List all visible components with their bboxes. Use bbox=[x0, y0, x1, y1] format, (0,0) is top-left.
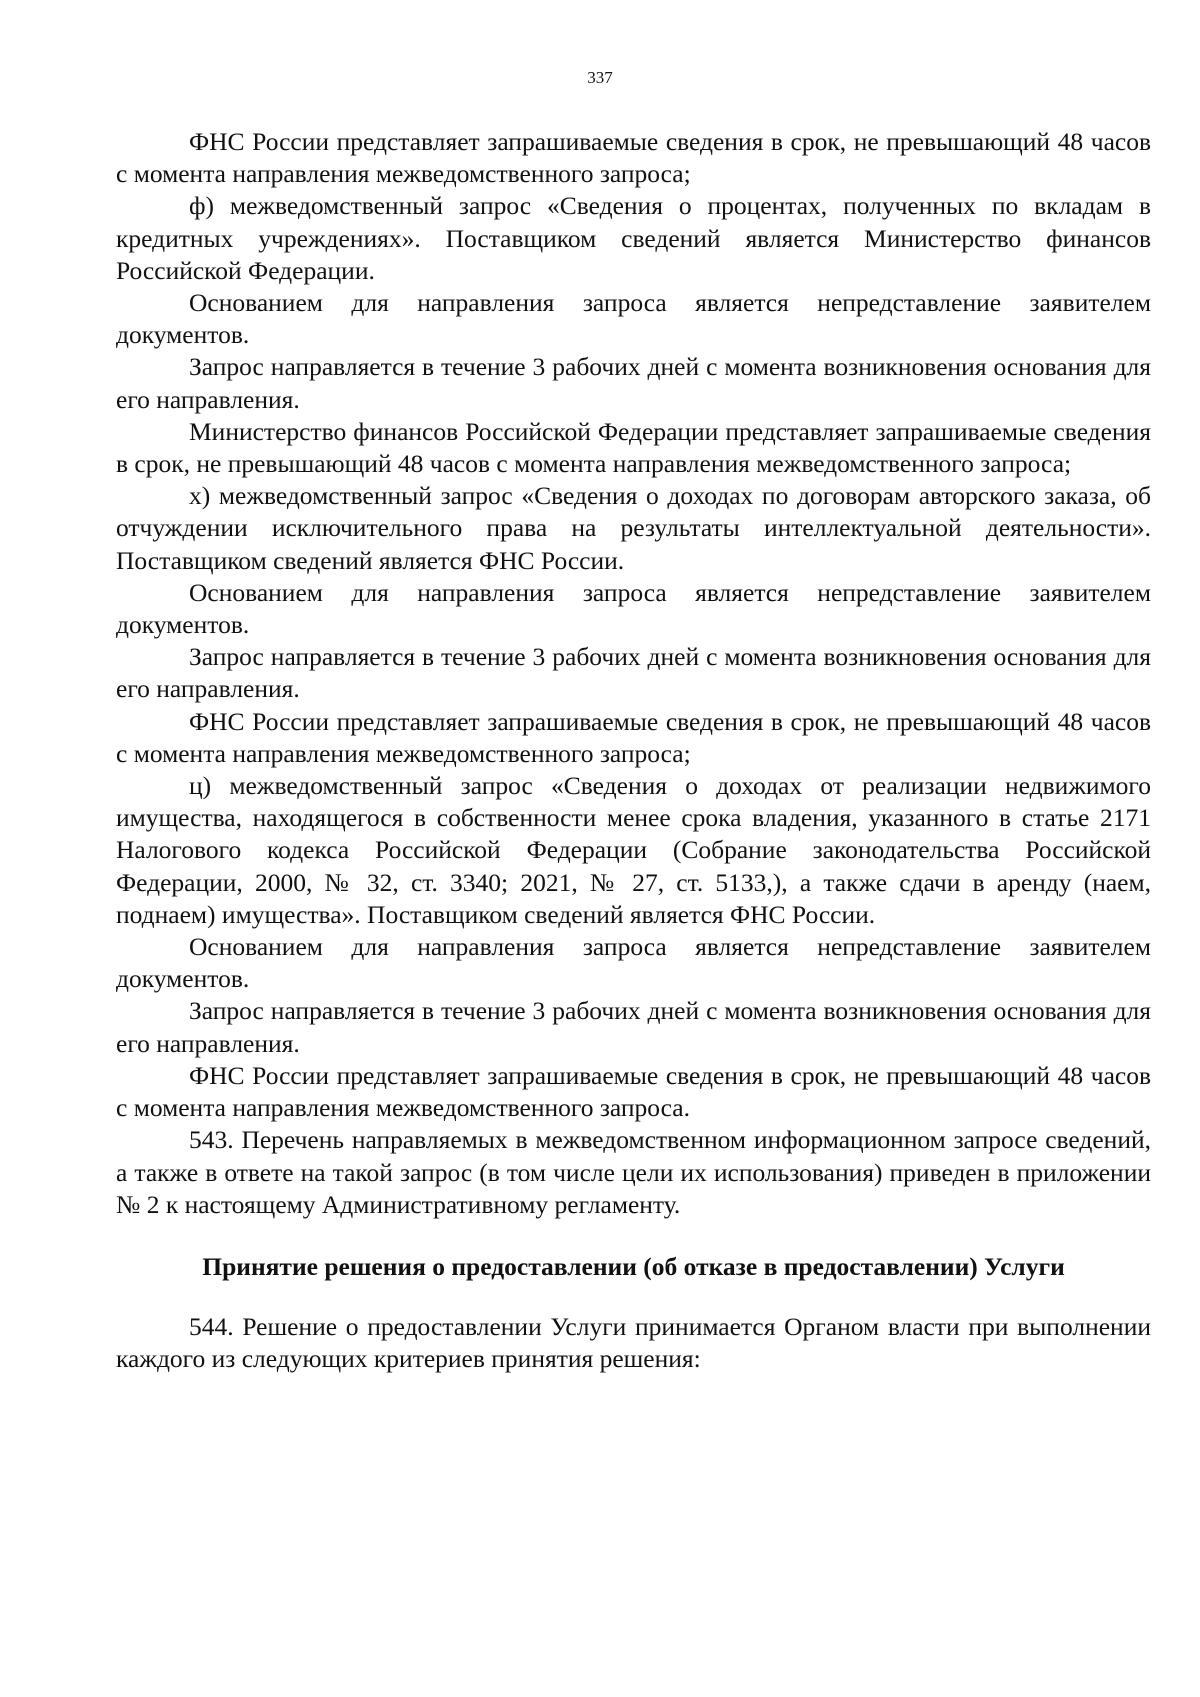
document-body bbox=[116, 126, 1151, 1375]
paragraph-minfin-deadline: Министерство финансов Российской Федерации представляет запрашиваемые сведения в срок, не превышающий 48 часов с момента направления межведомственного запроса; bbox=[116, 416, 1151, 479]
paragraph-basis-3: Основанием для направления запроса является непредставление заявителем документов. bbox=[116, 932, 1151, 994]
paragraph-fns-deadline-3: ФНС России представляет запрашиваемые сведения в срок, не превышающий 48 часов с момента направления межведомственного запроса. bbox=[116, 1060, 1151, 1123]
paragraph-timing-2: Запрос направляется в течение 3 рабочих дней с момента возникновения основания для его направления. bbox=[116, 642, 1151, 704]
paragraph-basis-1: Основанием для направления запроса является непредставление заявителем документов. bbox=[116, 288, 1151, 350]
paragraph-timing-3: Запрос направляется в течение 3 рабочих дней с момента возникновения основания для его направления. bbox=[116, 996, 1151, 1058]
paragraph-fns-deadline-2: ФНС России представляет запрашиваемые сведения в срок, не превышающий 48 часов с момента направления межведомственного запроса; bbox=[116, 706, 1151, 768]
paragraph-request-kh: х) межведомственный запрос «Сведения о доходах по договорам авторского заказа, об отчуждении исключительного права на результаты интеллектуальной деятельности». Поставщиком сведений является ФНС России. bbox=[116, 481, 1151, 575]
section-heading: Принятие решения о предоставлении (об отказе в предоставлении) Услуги bbox=[202, 1251, 1065, 1281]
paragraph-timing-1: Запрос направляется в течение 3 рабочих дней с момента возникновения основания для его направления. bbox=[116, 352, 1151, 414]
paragraph-request-f: ф) межведомственный запрос «Сведения о процентах, полученных по вкладам в кредитных учреждениях». Поставщиком сведений является Министерство финансов Российской Федерации. bbox=[116, 191, 1151, 285]
paragraph-request-ts: ц) межведомственный запрос «Сведения о доходах от реализации недвижимого имущества, находящегося в собственности менее срока владения, указанного в статье 2171 Налогового кодекса Российской Федерации (Собрание законодательства Российской Федерации, 2000, № 32, ст. 3340; 2021, № 27, ст. 5133,), а также сдачи в аренду (наем, поднаем) имущества». Поставщиком сведений является ФНС России. bbox=[116, 771, 1151, 929]
paragraph-item-544: 544. Решение о предоставлении Услуги принимается Органом власти при выполнении каждого из следующих критериев принятия решения: bbox=[116, 1311, 1151, 1374]
paragraph-item-543: 543. Перечень направляемых в межведомственном информационном запросе сведений, а также в ответе на такой запрос (в том числе цели их использования) приведен в приложении № 2 к настоящему Административному регламенту. bbox=[116, 1125, 1151, 1219]
paragraph-basis-2: Основанием для направления запроса является непредставление заявителем документов. bbox=[116, 577, 1151, 640]
paragraph-fns-deadline-1: ФНС России представляет запрашиваемые сведения в срок, не превышающий 48 часов с момента направления межведомственного запроса; bbox=[116, 127, 1151, 189]
page-number: 337 bbox=[587, 68, 613, 87]
